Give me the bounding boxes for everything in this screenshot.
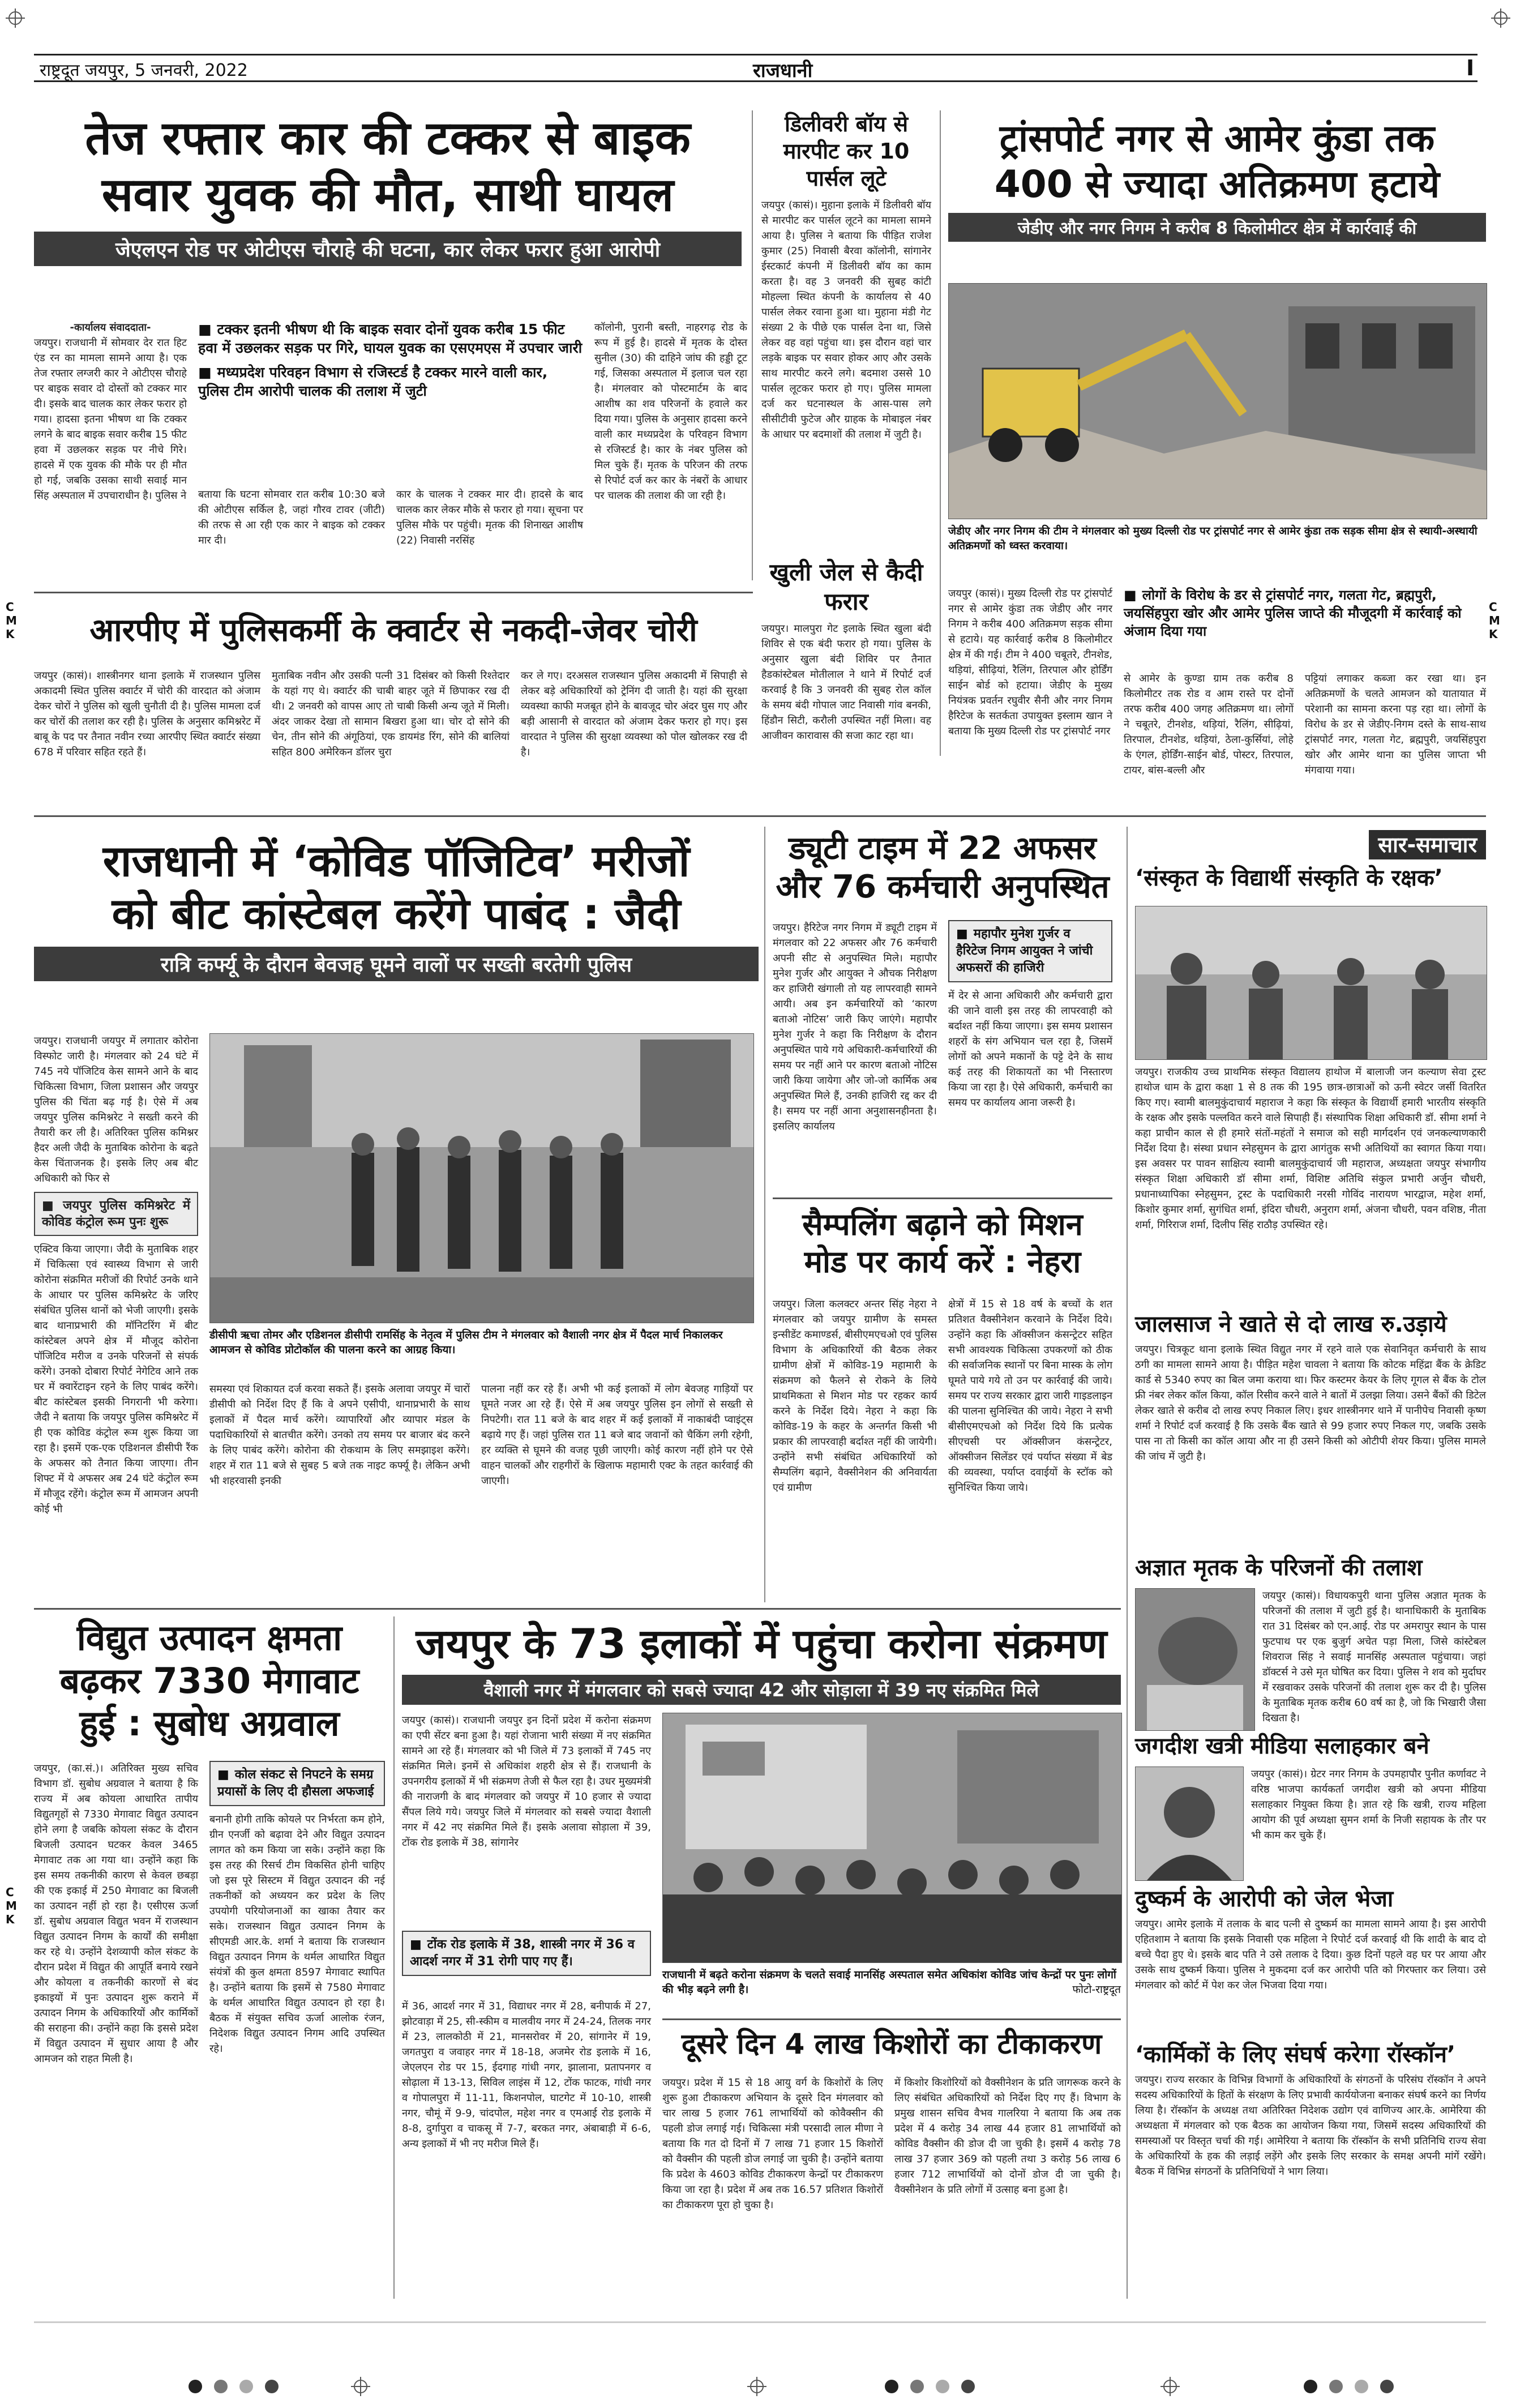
horizontal-rule xyxy=(662,2018,1121,2020)
column-rule xyxy=(752,110,753,580)
story-accident-col-2: बताया कि घटना सोमवार रात करीब 10:30 बजे की ओटीएस सर्किल है, जहां गौरव टावर (जीटी) की तरफ से आ रही एक कार ने बाइक को टक्कर मार दी। xyxy=(198,489,385,546)
story-sampling-headline-2: मोड पर कार्य करें : नेहरा xyxy=(804,1243,1081,1280)
story-accident-bullet-2: ■ मध्यप्रदेश परिवहन विभाग से रजिस्टर्ड है टक्कर मारने वाली कार, पुलिस टीम आरोपी चालक की तलाश में जुटी xyxy=(198,363,583,400)
story-duty-col-2: में देर से आना अधिकारी और कर्मचारी द्वारा की जाने वाली इस तरह की लापरवाही को बर्दाश्त नहीं किया जाएगा। इस समय प्रशासन शहरों के संग अभियान चल रहा है, जिसमें लोगों को अपने मकानों के पट्टे देने के साथ कई तरह की शिकायतों का भी निस्तारण किया जा रहा है। ऐसे अधिकारी, कर्मचारी का समय पर कार्यालय आना जरूरी है। xyxy=(948,990,1112,1109)
story-accident-dateline: -कार्यालय संवाददाता- xyxy=(70,322,151,333)
police-march-photo-illustration xyxy=(210,1034,753,1323)
story-corona-col-2: में 36, आदर्श नगर में 31, विद्याधर नगर में 28, बनीपार्क में 27, झोटवाड़ा में 25, सी-स्कीम व मालवीय नगर में 24-24, तिलक नगर में 23, लालकोठी में 21, मानसरोवर में 20, सांगानेर में 19, जगतपुरा व जवाहर नगर में 18-18, अजमेर रोड इलाके में 16, जेएलएन रोड पर 15, ईदगाह गांधी नगर, झालाना, प्रतापनगर व सोढ़ाला में 13-13, सिविल लाइंस में 12, टोंक फाटक, गांधी नगर व गोपालपुरा में 11-11, किशनपोल, घाटगेट में 10-10, शास्त्री नगर, चौमूं में 9-9, चांदपोल, महेश नगर व एमआई रोड इलाके में 8-8, दुर्गापुरा व चाकसू में 7-7, बरकत नगर, अंबाबाड़ी में 6-6, अन्य इलाकों में भी नए मरीज मिले हैं। xyxy=(402,2000,651,2150)
story-duty-headline-1: ड्यूटी टाइम में 22 अफसर xyxy=(789,830,1097,867)
brief-3-body: जयपुर (कासं)। विधायकपुरी थाना पुलिस अज्ञात मृतक के परिजनों की तलाश में जुटी हुई है। थानाधिकारी के मुताबिक रात 31 दिसंबर को एन.आई. रोड पर अमरापुर स्थान के पास फुटपाथ पर एक बुजुर्ग अचेत पड़ा मिला, जिसे कांस्टेबल शिवराज सिंह ने सवाई मानसिंह अस्पताल पहुंचाया। जहां डॉक्टर्स ने उसे मृत घोषित कर दिया। पुलिस ने शव को मुर्दाघर में रखवाकर उसके परिजनों की तलाश शुरू कर दी है। पुलिस के मुताबिक मृतक करीब 60 वर्ष का है, जो कि भिखारी जैसा दिखता है। xyxy=(1262,1590,1486,1724)
story-accident-col-1 xyxy=(34,320,187,580)
story-transport-col-3: पट्टियां लगाकर कब्जा कर रखा था। इन अतिक्रमणों के चलते आमजन को यातायात में परेशानी का सामना करना पड़ रहा था। लोगों के विरोध के डर से जेडीए-निगम दस्ते के साथ-साथ ट्रांसपोर्ट नगर, गलता गेट, ब्रह्मपुरी, जयसिंहपुरा खोर और आमेर थाना का पुलिस जाप्ता भी मंगवाया गया। xyxy=(1305,673,1486,776)
story-covid-beat-text-1: जयपुर। राजधानी जयपुर में लगातार कोरोना विस्फोट जारी है। मंगलवार को 24 घंटे में 745 नये पॉजिटिव केस सामने आने के बाद चिकित्सा विभाग, जिला प्रशासन और जयपुर पुलिस की चिंता बढ़ गई है। ऐसे में अब जयपुर पुलिस कमिश्नरेट ने सख्ती करने की तैयारी कर ली है। अतिरिक्त पुलिस कमिश्नर हैदर अली जैदी के मुताबिक कोरोना के बढ़ते केस चिंताजनक है। इसके लिए अब बीट अधिकारी को फिर से xyxy=(34,1035,198,1184)
footer-dots-right xyxy=(1302,2378,1415,2395)
story-sampling xyxy=(773,1206,1112,1281)
story-jail-body: जयपुर। मालपुरा गेट इलाके स्थित खुला बंदी शिविर से एक बंदी फरार हो गया। पुलिस के अनुसार खुला बंदी शिविर पर तैनात हैडकांस्टेबल मोतीलाल ने थाने में रिपोर्ट दर्ज करवाई है कि 3 जनवरी की सुबह रोल कॉल के समय बंदी गोपाल जाट निवासी गांव बनकी, हिंडौन सिटी, करौली उपस्थित नहीं मिला। वह आजीवन कारावास की सजा काट रहा था। xyxy=(761,623,931,742)
registration-mark-bottom-3 xyxy=(1160,2377,1180,2396)
school-event-photo-illustration xyxy=(1136,906,1487,1059)
brief-2-body: जयपुर। चित्रकूट थाना इलाके स्थित विद्युत नगर में रहने वाले एक सेवानिवृत कर्मचारी के साथ ठगी का मामला सामने आया है। पीड़ित महेश चावला ने बताया कि कोटक महिंद्रा बैंक के क्रेडिट कार्ड से 5340 रुपए का बिल जमा कराया था। फिर कस्टमर केयर के लिए गूगल से बैंक के टोल फ्री नंबर लेकर कॉल किया, कॉल रिसीव करने वाले ने बातों में उलझा लिया। उसने बैंकों की डिटेल लेकर खाते से करीब दो लाख रुपए निकाल लिए। इधर शास्त्रीनगर थाने में पानीपेच निवासी कृष्ण शर्मा ने रिपोर्ट दर्ज करवाई है कि उसके बैंक खाते से 99 हजार रुपए निकल गए, जबकि उसके पास ना तो किसी का कॉल आया और ना ही उसने किसी को ओटीपी शेयर किया। पुलिस मामले की जांच में जुटी है। xyxy=(1135,1344,1486,1462)
story-corona-photo xyxy=(662,1713,1122,1963)
story-corona-headline: जयपुर के 73 इलाकों में पहुंचा करोना संक्रमण xyxy=(416,1620,1107,1667)
brief-6-body: जयपुर। राज्य सरकार के विभिन्न विभागों के अधिकारियों के संगठनों के परिसंघ रॉस्कॉन ने अपने सदस्य अधिकारियों के हितों के संरक्षण के लिए प्रभावी कार्ययोजना बनाकर संघर्ष करने का निर्णय लिया है। रॉस्कॉन के अध्यक्ष तथा अतिरिक्त निदेशक उद्योग एवं वाणिज्य आर.के. आमेरिया की अध्यक्षता में मंगलवार को एक बैठक का आयोजन किया गया, जिसमें सदस्य अधिकारियों की समस्याओं पर विस्तृत चर्चा की गई। आमेरिया ने बताया कि रॉस्कॉन के सभी प्रतिनिधि राज्य सेवा के अधिकारियों के हक की लड़ाई लड़ेंगे और इसके लिए सरकार के समक्ष अपनी मांगें रखेंगे। बैठक में विभिन्न संगठनों के प्रतिनिधियों ने भाग लिया। xyxy=(1135,2074,1486,2178)
brief-5-title: दुष्कर्म के आरोपी को जेल भेजा xyxy=(1135,1886,1394,1912)
story-transport-subhead: जेडीए और नगर निगम ने करीब 8 किलोमीटर क्षेत्र में कार्रवाई की xyxy=(948,213,1486,242)
story-power-col-2: बनानी होगी ताकि कोयले पर निर्भरता कम होने, ग्रीन एनर्जी को बढ़ावा देने और विद्युत उत्पादन लागत को कम किया जा सके। उन्होंने कहा कि इस तरह की रिसर्च टीम विकसित होनी चाहिए जो इस पूरे सिस्टम में विद्युत उत्पादन की नई तकनीकों को अध्ययन कर प्रदेश के लिए उपयोगी परियोजनाओं का खाका तैयार कर सके। राजस्थान विद्युत उत्पादन निगम के सीएमडी आर.के. शर्मा ने बताया कि राजस्थान विद्युत उत्पादन निगम के थर्मल आधारित विद्युत संयंत्रों की कुल क्षमता 8597 मेगावाट स्थापित है। उन्होंने बताया कि इसमें से 7580 मेगावाट के थर्मल आधारित विद्युत उत्पादन हो रहा है। बैठक में संयुक्त सचिव ऊर्जा आलोक रंजन, निदेशक विद्युत उत्पादन निगम आदि उपस्थित रहे। xyxy=(209,1814,385,2055)
portrait-illustration xyxy=(1136,1767,1243,1880)
masthead-section: राजधानी xyxy=(753,59,813,82)
story-covid-beat-headline-1: राजधानी में ‘कोविड पॉजिटिव’ मरीजों xyxy=(102,836,690,886)
color-mark-right: C M K xyxy=(1489,600,1500,641)
story-transport-photo xyxy=(948,283,1487,519)
story-accident-headline-1: तेज रफ्तार कार की टक्कर से बाइक xyxy=(85,112,691,165)
story-vaccine-col-2: में किशोर किशोरियों को वैक्सीनेशन के प्रति जागरूक करने के लिए संबंधित अधिकारियों को निर्देश दिए गए हैं। विभाग के प्रमुख शासन सचिव वैभव गालरिया ने बताया कि अब तक प्रदेश में 4 करोड़ 34 लाख 44 हजार 81 लाभार्थियों को कोविड वैक्सीन की डोज दी जा चुकी है। इसमें 4 करोड़ 78 लाख 37 हजार 369 को पहली तथा 3 करोड़ 56 लाख 6 हजार 712 लाभार्थियों को दोनों डोज दी जा चुकी है। वैक्सीनेशन के प्रति लोगों में उत्साह बना हुआ है। xyxy=(894,2077,1121,2196)
story-corona-caption-text: राजधानी में बढ़ते करोना संक्रमण के चलते सवाई मानसिंह अस्पताल समेत अधिकांश कोविड जांच केन्द्रों पर पुनः लोगों की भीड़ बढ़ने लगी है। xyxy=(662,1969,1116,1996)
brief-3-title: अज्ञात मृतक के परिजनों की तलाश xyxy=(1135,1555,1423,1581)
story-duty-right xyxy=(948,920,1112,1164)
story-rpa-col-2: मुताबिक नवीन और उसकी पत्नी 31 दिसंबर को किसी रिश्तेदार के यहां गए थे। क्वार्टर की चाबी बाहर जूते में छिपाकर रख दी थी। 2 जनवरी को वापस आए तो चाबी किसी अन्य जूते में मिली। अंदर जाकर देखा तो सामान बिखरा हुआ था। चोर दो सोने की चेन, तीन सोने की अंगूठियां, एक डायमंड रिंग, सोने की बालियां सहित 800 अमेरिकन डॉलर चुरा xyxy=(272,670,509,758)
brief-1-title: ‘संस्कृत के विद्यार्थी संस्कृति के रक्षक’ xyxy=(1135,865,1443,891)
column-rule xyxy=(940,110,941,756)
story-transport-headline-1: ट्रांसपोर्ट नगर से आमेर कुंडा तक xyxy=(999,117,1435,160)
story-sampling-headline-1: सैम्पलिंग बढ़ाने को मिशन xyxy=(802,1207,1083,1242)
story-power-headline-1: विद्युत उत्पादन क्षमता xyxy=(76,1617,342,1658)
story-power-headline-3: हुई : सुबोध अग्रवाल xyxy=(79,1703,340,1744)
story-transport-col-1: जयपुर (कासं)। मुख्य दिल्ली रोड पर ट्रांसपोर्ट नगर से आमेर कुंडा तक जेडीए और नगर निगम ने करीब 400 अतिक्रमण सड़क सीमा से हटाये। यह कार्रवाई करीब 8 किलोमीटर क्षेत्र में की गई। टीम ने 400 चबूतरे, टीनशेड, थड़ियां, सीढ़ियां, रैलिंग, तिरपाल और होर्डिंग साईन बोर्ड को हटाया। जेडीए के मुख्य नियंत्रक प्रवर्तन रघुवीर सैनी और नगर निगम हैरिटेज के सतर्कता उपायुक्त इस्लाम खान ने बताया कि मुख्य दिल्ली रोड पर ट्रांसपोर्ट नगर xyxy=(948,588,1112,737)
brief-4-title: जगदीश खत्री मीडिया सलाहकार बने xyxy=(1135,1733,1429,1759)
story-sampling-col-1: जयपुर। जिला कलक्टर अन्तर सिंह नेहरा ने मंगलवार को जयपुर ग्रामीण के समस्त इन्सीडेंट कमाण्डर्स, बीसीएमएचओ एवं पुलिस विभाग के अधिकारियों की बैठक लेकर ग्रामीण क्षेत्रों में कोविड-19 महामारी के संक्रमण को फैलने से रोकने के लिये प्राथमिकता से मिशन मोड पर रहकर कार्य करने के निर्देश दिये। नेहरा ने कहा कि कोविड-19 के कहर के अन्तर्गत किसी भी प्रकार की लापरवाही बर्दाश्त नहीं की जायेगी। उन्होंने सभी संबंधित अधिकारियों को सैम्पलिंग बढ़ाने, वैक्सीनेशन की अनिवार्यता एवं ग्रामीण xyxy=(773,1298,937,1494)
brief-column xyxy=(1135,829,1486,892)
story-delivery-headline: डिलीवरी बॉय से मारपीट कर 10 पार्सल लूटे xyxy=(783,112,910,191)
registration-mark-top-right xyxy=(1491,8,1510,28)
hospital-crowd-photo-illustration xyxy=(663,1713,1121,1962)
brief-6-title: ‘कार्मिकों के लिए संघर्ष करेगा रॉस्कॉन’ xyxy=(1135,2042,1456,2068)
story-delivery xyxy=(761,110,931,515)
column-rule xyxy=(393,1616,395,2299)
story-power-box: ■ कोल संकट से निपटने के समग्र प्रयासों के लिए दी हौसला अफजाई xyxy=(209,1761,385,1806)
bulldozer-photo-illustration xyxy=(949,284,1487,519)
story-vaccine-col-1: जयपुर। प्रदेश में 15 से 18 आयु वर्ग के किशोरों के लिए शुरू हुआ टीकाकरण अभियान के दूसरे दिन मंगलवार को चार लाख 5 हजार 761 लाभार्थियों को कोवैक्सीन की पहली डोज लगाई गई। चिकित्सा मंत्री परसादी लाल मीणा ने बताया कि गत दो दिनों में 7 लाख 71 हजार 15 किशोरों को वैक्सीन की पहली डोज लगाई जा चुकी है। उन्होंने बताया कि प्रदेश के 4603 कोविड टीकाकरण केन्द्रों पर टीकाकरण किया जा रहा है। प्रदेश में अब तक 16.57 प्रतिशत किशोरों का टीकाकरण पूरा हो चुका है। xyxy=(662,2077,883,2211)
registration-mark-top-left xyxy=(6,8,25,28)
story-delivery-body: जयपुर (कासं)। मुहाना इलाके में डिलीवरी बॉय से मारपीट कर पार्सल लूटने का मामला सामने आया है। पुलिस ने बताया कि पीड़ित राजेश कुमार (25) निवासी बैरवा कॉलोनी, सांगानेर ईस्टकार्ट कंपनी में डिलीवरी बॉय का काम करता है। वह 3 जनवरी की सुबह कांटी मोहल्ला स्थित कंपनी के कार्यालय से 40 पार्सल लेकर रवाना हुआ था। मुहाना मंडी गेट संख्या 2 के पीछे एक पार्सल देना था, जिसे लेकर वह वहां पहुंचा था। इस दौरान वहां चार लड़के बाइक पर सवार होकर आए और उसके साथ मारपीट करने लगे। बदमाश उससे 10 पार्सल लूटकर फरार हो गए। पुलिस मामला दर्ज कर घटनास्थल के आस-पास लगे सीसीटीवी फुटेज और ग्राहक के मोबाइल नंबर के आधार पर बदमाशों की तलाश में जुटी है। xyxy=(761,199,931,440)
story-corona-box-wrap xyxy=(402,1931,651,1976)
story-duty-box: ■ महापौर मुनेश गुर्जर व हैरिटेज निगम आयुक्त ने जांची अफसरों की हाजिरी xyxy=(948,920,1112,982)
brief-section-label: सार-समाचार xyxy=(1369,830,1486,859)
registration-mark-bottom-2 xyxy=(747,2377,766,2396)
story-transport-caption: जेडीए और नगर निगम की टीम ने मंगलवार को मुख्य दिल्ली रोड पर ट्रांसपोर्ट नगर से आमेर कुंडा तक सड़क सीमा क्षेत्र से स्थायी-अस्थायी अतिक्रमणों को ध्वस्त करवाया। xyxy=(948,525,1478,552)
story-transport-bullet-box xyxy=(1124,586,1486,640)
story-accident-bullet-1: ■ टक्कर इतनी भीषण थी कि बाइक सवार दोनों युवक करीब 15 फीट हवा में उछलकर सड़क पर गिरे, घायल युवक का एसएमएस में उपचार जारी xyxy=(198,320,583,357)
deceased-photo-illustration xyxy=(1136,1589,1254,1730)
story-power-col-1: जयपुर, (का.सं.)। अतिरिक्त मुख्य सचिव विभाग डॉ. सुबोध अग्रवाल ने बताया है कि राज्य में अब कोयला आधारित तापीय विद्युतगृहों से 7330 मेगावाट विद्युत उत्पादन होने लगा है जबकि कोयला संकट के दौरान बिजली उत्पादन घटकर केवल 3465 मेगावाट तक आ गया था। उन्होंने कहा कि इस समय तकनीकी कारण से केवल छबड़ा की एक इकाई में 250 मेगावाट का बिजली का उत्पादन नहीं हो रहा है। एसीएस ऊर्जा डॉ. सुबोध अग्रवाल विद्युत भवन में राजस्थान विद्युत उत्पादन निगम के कार्यों की समीक्षा कर रहे थे। उन्होंने देशव्यापी कोल संकट के दौरान प्रदेश में विद्युत की आपूर्ति बनाये रखने और कोयला व तकनीकी कारणों से बंद इकाइयों में पुनः उत्पादन शुरू कराने में उत्पादन निगम के अधिकारियों और कार्मिकों की सराहना की। उन्होंने कहा कि इससे प्रदेश में विद्युत उत्पादन में सुधार आया है और आमजन को राहत मिली है। xyxy=(34,1763,198,2065)
story-transport-headline-2: 400 से ज्यादा अतिक्रमण हटाये xyxy=(994,162,1440,206)
horizontal-rule xyxy=(34,592,753,593)
story-rpa-col-1: जयपुर (कासं)। शास्त्रीनगर थाना इलाके में राजस्थान पुलिस अकादमी स्थित पुलिस क्वार्टर में चोरी की वारदात को अंजाम देकर चोरों ने पुलिस को खुली चुनौती दी है। पुलिस मामला दर्ज कर चोरों की तलाश कर रही है। पुलिस के अनुसार कमिश्नरेट में बाबू के पद पर तैनात नवीन रच्या आरपीए स्थित क्वार्टर संख्या 678 में परिवार सहित रहते हैं। xyxy=(34,670,260,758)
story-corona-caption xyxy=(662,1968,1121,1997)
story-jail-headline: खुली जेल से कैदी फरार xyxy=(769,558,923,615)
story-corona-photo-credit: फोटो-राष्ट्रदूत xyxy=(1072,1983,1121,1996)
story-accident-headline-2: सवार युवक की मौत, साथी घायल xyxy=(101,168,674,223)
story-corona-box: ■ टोंक रोड इलाके में 38, शास्त्री नगर में 36 व आदर्श नगर में 31 रोगी पाए गए हैं। xyxy=(402,1931,651,1976)
brief-5-body: जयपुर। आमेर इलाके में तलाक के बाद पत्नी से दुष्कर्म का मामला सामने आया है। इस आरोपी एहितशाम ने बताया कि इसके निवासी एक महिला ने रिपोर्ट दर्ज करवाई थी कि शादी के बाद दो बच्चे पैदा हुए थे। इसके बाद पति ने उसे तलाक दे दिया। कुछ दिनों पहले वह घर पर आया और उसके साथ दुष्कर्म किया। पुलिस ने मुकदमा दर्ज कर आरोपी पति को गिरफ्तार कर लिया। उसे मंगलवार को कोर्ट में पेश कर जेल भिजवा दिया गया। xyxy=(1135,1918,1486,1991)
masthead-page-number: I xyxy=(1466,55,1475,80)
story-transport-bullet: ■ लोगों के विरोध के डर से ट्रांसपोर्ट नगर, गलता गेट, ब्रह्मपुरी, जयसिंहपुरा खोर और आमेर पुलिस जाप्ते की मौजूदगी में कार्रवाई को अंजाम दिया गया xyxy=(1124,586,1486,640)
story-power-right xyxy=(209,1761,385,2248)
story-corona-subhead: वैशाली नगर में मंगलवार को सबसे ज्यादा 42 और सोड़ाला में 39 नए संक्रमित मिले xyxy=(402,1675,1121,1705)
brief-3-photo xyxy=(1135,1588,1255,1731)
brief-2-title: जालसाज ने खाते से दो लाख रु.उड़ाये xyxy=(1135,1311,1447,1337)
story-duty xyxy=(773,829,1112,907)
story-jail xyxy=(761,558,931,751)
story-accident-subhead: जेएलएन रोड पर ओटीएस चौराहे की घटना, कार लेकर फरार हुआ आरोपी xyxy=(34,232,742,266)
column-rule xyxy=(764,827,765,1602)
horizontal-rule xyxy=(34,815,1486,817)
story-vaccine-headline: दूसरे दिन 4 लाख किशोरों का टीकाकरण xyxy=(681,2028,1102,2060)
story-duty-headline-2: और 76 कर्मचारी अनुपस्थित xyxy=(776,869,1110,906)
footer-rule xyxy=(34,2321,1486,2323)
story-power xyxy=(34,1616,385,1745)
story-covid-beat-text-1b: एक्टिव किया जाएगा। जैदी के मुताबिक शहर में चिकित्सा एवं स्वास्थ्य विभाग से जारी कोरोना संक्रमित मरीजों की रिपोर्ट उनके थाने के आधार पर पुलिस कमिश्नरेट के जरिए संबंधित पुलिस थानों को भेजी जाएगी। इसके बाद थानाप्रभारी की मॉनिटरिंग में बीट कांस्टेबल अपने क्षेत्र में मौजूद कोरोना पॉजिटिव मरीज व उनके परिजनों से संपर्क करेंगे। उनको दोबारा रिपोर्ट नेगेटिव आने तक घर में क्वारेंटाइन रहने के लिए पाबंद करेंगे। बीट कांस्टेबल इसकी निगरानी भी करेगा। जैदी ने बताया कि जयपुर पुलिस कमिश्नरेट में ही एक कोविड कंट्रोल रूम शुरू किया जा रहा है। इसमें एक-एक एडिशनल डीसीपी रैंक के अफसर को तैनात किया जाएगा। तीन शिफ्ट में ये अफसर अब 24 घंटे कंट्रोल रूम में मौजूद रहेंगे। कंट्रोल रूम में आमजन अपनी कोई भी xyxy=(34,1243,198,1515)
story-rpa-col-3: कर ले गए। दरअसल राजस्थान पुलिस अकादमी में सिपाही से लेकर बड़े अधिकारियों को ट्रेनिंग दी जाती है। यहां की सुरक्षा व्यवस्था काफी मजबूत होने के बावजूद चोर अंदर घुस गए और बड़ी आसानी से वारदात को अंजाम देकर फरार हो गए। इस वारदात ने पुलिस की सुरक्षा व्यवस्था को पोल खोलकर रख दी है। xyxy=(521,670,747,758)
story-accident-bullets xyxy=(198,320,583,400)
story-power-headline-2: बढ़कर 7330 मेगावाट xyxy=(59,1659,359,1701)
column-rule xyxy=(1127,827,1128,2299)
story-transport-col-2: से आमेर के कुण्डा ग्राम तक करीब 8 किलोमीटर तक रोड व आम रास्ते पर दोनों तरफ करीब 400 जगह अतिक्रमण था। लोगों ने चबूतरे, टीनशेड, थड़ियां, रैलिंग, सीढ़ियां, तिरपाल, टीनशेड, थड़ियां, ठेला-कुर्सियां, लोहे के एंगल, होर्डिंग-साईन बोर्ड, पोस्टर, तिरपाल, टायर, बांस-बल्ली और xyxy=(1124,673,1294,776)
story-covid-beat xyxy=(34,835,759,981)
masthead-date: राष्ट्रदूत जयपुर, 5 जनवरी, 2022 xyxy=(40,61,248,80)
registration-mark-bottom-1 xyxy=(351,2377,370,2396)
brief-1-photo xyxy=(1135,906,1487,1060)
story-sampling-col-2: क्षेत्रों में 15 से 18 वर्ष के बच्चों के शत प्रतिशत वैक्सीनेशन करवाने के निर्देश दिये। उन्होंने कहा कि ऑक्सीजन कंसन्ट्रेटर सहित सभी आवश्यक चिकित्सा उपकरणों को ठीक की सर्वाजनिक स्थानों पर बिना मास्क के लोग घूमते पाये गये तो उन पर कार्रवाई की जाये। समय पर राज्य सरकार द्वारा जारी गाइडलाइन की पालना सुनिश्चित की जाये। नेहरा ने सभी बीसीएमएचओ को निर्देश दिये कि प्रत्येक सीएचसी पर ऑक्सीजन कंसन्ट्रेटर, ऑक्सीजन सिलेंडर एवं पर्याप्त संख्या में बेड की व्यवस्था, पर्याप्त दवाईयों के स्टॉक को सुनिश्चित किया जाये। xyxy=(948,1298,1112,1494)
story-duty-col-1: जयपुर। हैरिटेज नगर निगम में ड्यूटी टाइम में मंगलवार को 22 अफसर और 76 कर्मचारी अपनी सीट से अनुपस्थित मिले। महापौर मुनेश गुर्जर और आयुक्त ने औचक निरीक्षण कर हाजिरी खंगाली तो यह लापरवाही सामने आयी। अब इन कर्मचारियों को ‘कारण बताओ नोटिस’ जारी किए जाएंगे। महापौर मुनेश गुर्जर ने कहा कि निरीक्षण के दौरान अनुपस्थित पाये गये अधिकारी-कर्मचारियों की समय पर नहीं आने पर कारण बताओ नोटिस जारी किया जायेगा और जो-जो कार्मिक अब अनुपस्थित मिले हैं, उनकी हाजिरी रद्द कर दी है। समय पर नहीं आना अनुशासनहीनता है। इसलिए कार्यालय xyxy=(773,922,937,1132)
footer-dots-left xyxy=(187,2378,300,2395)
story-covid-beat-photo xyxy=(209,1033,754,1323)
story-accident-col-3: कार के चालक ने टक्कर मार दी। हादसे के बाद चालक कार लेकर मौके से फरार हो गया। सूचना पर पुलिस मौके पर पहुंची। मृतक की शिनाख्त आशीष (22) निवासी नरसिंह xyxy=(396,489,583,546)
masthead xyxy=(34,54,1478,82)
story-covid-beat-col-2: समस्या एवं शिकायत दर्ज करवा सकते हैं। इसके अलावा जयपुर में चारों डीसीपी को निर्देश दिए हैं कि वे अपने एसीपी, थानाप्रभारी के साथ इलाकों में पैदल मार्च करेंगे। व्यापारियों और व्यापार मंडल के पदाधिकारियों से बातचीत करेंगे। उनको तय समय पर बाजार बंद करने के लिए पाबंद करेंगे। कोरोना की रोकथाम के लिए समझाइश करेंगे। शहर में रात 11 बजे से सुबह 5 बजे तक नाइट कर्फ्यू है। लेकिन अभी भी शहरवासी इनकी xyxy=(209,1383,470,1487)
footer-dots-middle xyxy=(883,2378,996,2395)
story-accident-col-4: कॉलोनी, पुरानी बस्ती, नाहरगढ़ रोड के रूप में हुई है। हादसे में मृतक के दोस्त सुनील (30) की दाहिने जांघ की हड्डी टूट गई, जिसका अस्पताल में इलाज चल रहा है। मंगलवार को पोस्टमार्टम के बाद आशीष का शव परिजनों के हवाले कर दिया गया। पुलिस के अनुसार हादसा करने वाली कार मध्यप्रदेश के परिवहन विभाग से रजिस्टर्ड है। कार के नंबर पुलिस को मिल चुके हैं। मृतक के परिजन की तरफ से रिपोर्ट दर्ज कर कार के नंबरों के आधार पर चालक की तलाश की जा रही है। xyxy=(594,322,747,502)
story-corona xyxy=(402,1619,1121,1705)
horizontal-rule xyxy=(773,1197,1112,1199)
brief-1-body: जयपुर। राजकीय उच्च प्राथमिक संस्कृत विद्यालय हाथोज में बालाजी जन कल्याण सेवा ट्रस्ट हाथोज धाम के द्वारा कक्षा 1 से 8 तक की 195 छात्र-छात्राओं को ऊनी स्वेटर जर्सी वितरित किए गए। स्वामी बालमुकुंदाचार्य महाराज ने कहा कि संस्कृत के विद्यार्थी हमारी भारतीय संस्कृति के रक्षक और इसके पल्लवित करने वाले सिपाही हैं। संस्थापिक शिक्षा अधिकारी डॉ. सीमा शर्मा ने कहा प्राचीन काल से ही हमारे संतों-महंतों ने समाज को सही मार्गदर्शन एवं जनकल्याणकारी निर्देश दिया है। संस्था प्रधान स्नेहसुमन के द्वारा आगंतुक सभी अतिथियों का स्वागत किया गया। इस अवसर पर पावन साक्षित्य स्वामी बालमुकुंदाचार्य जी महाराज, अध्यक्षता जयपुर संभागीय संस्कृत शिक्षा अधिकारी डॉ सीमा शर्मा, विशिष्ट अतिथि संकुल प्रभारी अर्जुन चौधरी, प्रधानाध्यापिका स्नेहसुमन, ट्रस्ट के पदाधिकारी नरसी गोविंद नारायण भारद्वाज, महेश शर्मा, किशोर कुमार शर्मा, सुगंधित शर्मा, इंदिरा चौधरी, अनुराग शर्मा, अंजना चौधरी, पवन वशिष्ठ, नीता शर्मा, गिरिराज शर्मा, दिलीप सिंह राठौड़ उपस्थित रहे। xyxy=(1135,1066,1486,1231)
story-corona-col-1: जयपुर (कासं)। राजधानी जयपुर इन दिनों प्रदेश में करोना संक्रमण का एपी सेंटर बना हुआ है। यहां रोजाना भारी संख्या में नए संक्रमित सामने आ रहे हैं। मंगलवार को भी जिले में 73 इलाकों में 745 नए संक्रमित मिले। इनमें से अधिकांश शहरी क्षेत्र से हैं। राजधानी के उपनगरीय इलाकों में भी संक्रमण तेजी से फैल रहा है। उधर मुख्यमंत्री की नाराजगी के बाद मंगलवार को जयपुर में 10 हजार से ज्यादा सैंपल लिये गये। जयपुर जिले में मंगलवार को सबसे ज्यादा वैशाली नगर में 42 नए संक्रमित मिले हैं। इसके अलावा सोड़ाला में 39, टोंक रोड इलाके में 38, सांगानेर xyxy=(402,1714,651,1849)
story-accident xyxy=(34,110,742,266)
story-covid-beat-caption: डीसीपी ऋचा तोमर और एडिशनल डीसीपी रामसिंह के नेतृत्व में पुलिस टीम ने मंगलवार को वैशाली नगर क्षेत्र में पैदल मार्च निकालकर आमजन से कोविड प्रोटोकॉल की पालना करने का आग्रह किया। xyxy=(209,1329,723,1356)
story-covid-beat-headline-2: को बीट कांस्टेबल करेंगे पाबंद : जैदी xyxy=(112,888,681,939)
story-transport xyxy=(948,116,1486,242)
story-rpa-headline: आरपीए में पुलिसकर्मी के क्वार्टर से नकदी-जेवर चोरी xyxy=(89,612,697,649)
color-mark-left-bottom: C M K xyxy=(6,1885,17,1926)
color-mark-left-top: C M K xyxy=(6,600,17,641)
story-covid-beat-box: ■ जयपुर पुलिस कमिश्नरेट में कोविड कंट्रोल रूम पुनः शुरू xyxy=(34,1192,198,1236)
story-accident-text-1: जयपुर। राजधानी में सोमवार देर रात हिट एंड रन का मामला सामने आया है। एक तेज रफ्तार लग्जरी कार ने ओटीएस चौराहे पर बाइक सवार दो दोस्तों को टक्कर मार दी। इसके बाद चालक कार लेकर फरार हो गया। हादसा इतना भीषण था कि टक्कर लगने के बाद बाइक सवार करीब 15 फीट हवा में उछलकर सड़क पर नीचे गिरे। हादसे में एक युवक की मौके पर ही मौत हो गई, जबकि उसका साथी सवाई मान सिंह अस्पताल में उपचाराधीन है। पुलिस ने xyxy=(34,337,187,502)
story-covid-beat-col-1 xyxy=(34,1033,198,1599)
brief-4-body: जयपुर (कासं)। ग्रेटर नगर निगम के उपमहापौर पुनीत कर्णावट ने वरिष्ठ भाजपा कार्यकर्ता जगदीश खत्री को अपना मीडिया सलाहकार नियुक्त किया है। ज्ञात रहे कि खत्री, राज्य महिला आयोग की पूर्व अध्यक्षा सुमन शर्मा के निजी सहायक के तौर पर भी काम कर चुके हैं। xyxy=(1251,1768,1486,1841)
brief-4-photo xyxy=(1135,1767,1244,1881)
story-covid-beat-col-3: पालना नहीं कर रहे हैं। अभी भी कई इलाकों में लोग बेवजह गाड़ियों पर घूमते नजर आ रहे हैं। ऐसे में अब जयपुर पुलिस इन लोगों से सख्ती से निपटेगी। रात 11 बजे के बाद शहर में कई इलाकों में नाकाबंदी प्वाइंट्स बढ़ाये गए हैं। जहां पुलिस रात 11 बजे बाद जवानों को चैकिंग लगी रहेगी, हर व्यक्ति से घूमने की वजह पूछी जाएगी। कोई कारण नहीं होने पर ऐसे वाहन चालकों और राहगीरों के खिलाफ महामारी एक्ट के तहत कार्रवाई की जाएगी। xyxy=(481,1383,753,1487)
horizontal-rule xyxy=(34,1608,1121,1610)
story-covid-beat-subhead: रात्रि कर्फ्यू के दौरान बेवजह घूमने वालों पर सख्ती बरतेगी पुलिस xyxy=(34,947,759,981)
